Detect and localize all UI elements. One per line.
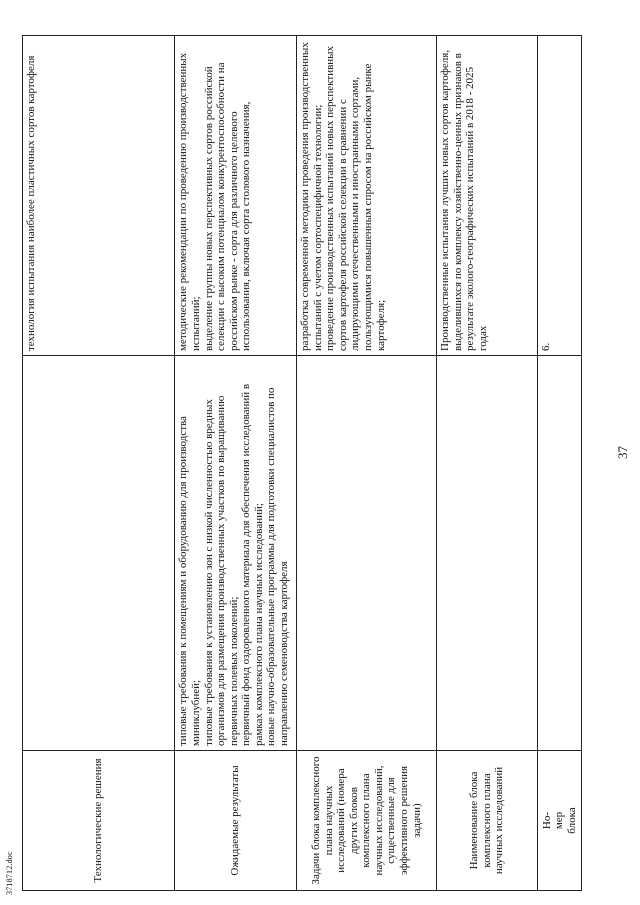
technology-cell-2: технология испытания наиболее пластичных сортов картофеля — [23, 36, 175, 356]
result-item: новые научно-образовательные программы для подготовки специалистов по направлению семеноводства картофеля — [265, 387, 291, 746]
result-item: первичный фонд оздоровленного материала для обеспечения исследований в рамках комплексного плана научных исследований; — [240, 383, 265, 746]
research-plan-table — [22, 35, 582, 891]
number-cell-2: 6. — [537, 36, 581, 356]
header-technology: Технологические решения — [23, 751, 175, 891]
results-cell-1 — [175, 356, 297, 751]
header-number — [537, 751, 581, 891]
result-item: типовые требования к помещениям и оборудованию для производства миниклубней; — [177, 416, 202, 746]
result-item: типовые требования к установлению зон с низкой численностью вредных организмов для размещения производственных участков по выращиванию первичных полевых поколений; — [202, 395, 240, 746]
page-number: 37 — [615, 446, 630, 459]
results-cell-2 — [175, 36, 297, 356]
result-item: методические рекомендации по проведению производственных испытаний; — [177, 52, 202, 351]
header-number-label: Но- мер блока — [540, 807, 578, 834]
technology-row — [23, 36, 175, 891]
tasks-row — [297, 36, 437, 891]
number-cell-1 — [537, 356, 581, 751]
tasks-cell-1 — [297, 356, 437, 751]
result-item: выделение группы новых перспективных сортов российской селекции с высоким потенциалом конкурентоспособности на российском рынке - сорта для различного целевого использования, включая сорта столового назначения, — [202, 62, 253, 351]
document-id: 3718712.doc — [5, 851, 14, 895]
name-cell-2: Производственные испытания лучших новых сортов картофеля, выделившихся по комплексу хозяйственно-ценных признаков в результате эколого-географических испытаний в 2018 - 2025 годах — [437, 36, 538, 356]
header-tasks: Задачи блока комплексного плана научных исследований (номера других блоков комплексного плана научных исследований, существенные для эффективного решения задачи) — [297, 751, 437, 891]
task-item: разработка современной методики проведения производственных испытаний с учетом сортоспецифичной технологии; — [299, 42, 324, 351]
name-cell-1 — [437, 356, 538, 751]
results-row — [175, 36, 297, 891]
header-results: Ожидаемые результаты — [175, 751, 297, 891]
name-row — [437, 36, 538, 891]
tasks-cell-2 — [297, 36, 437, 356]
task-item: проведение производственных испытаний новых перспективных сортов картофеля российской селекции в сравнении с лидирующими отечественными и иностранными сортами, пользующимися повышенным спросом на российском рынке картофеля; — [324, 45, 387, 351]
technology-cell-1 — [23, 356, 175, 751]
header-name: Наименование блока комплексного плана научных исследований — [437, 751, 538, 891]
number-row — [537, 36, 581, 891]
